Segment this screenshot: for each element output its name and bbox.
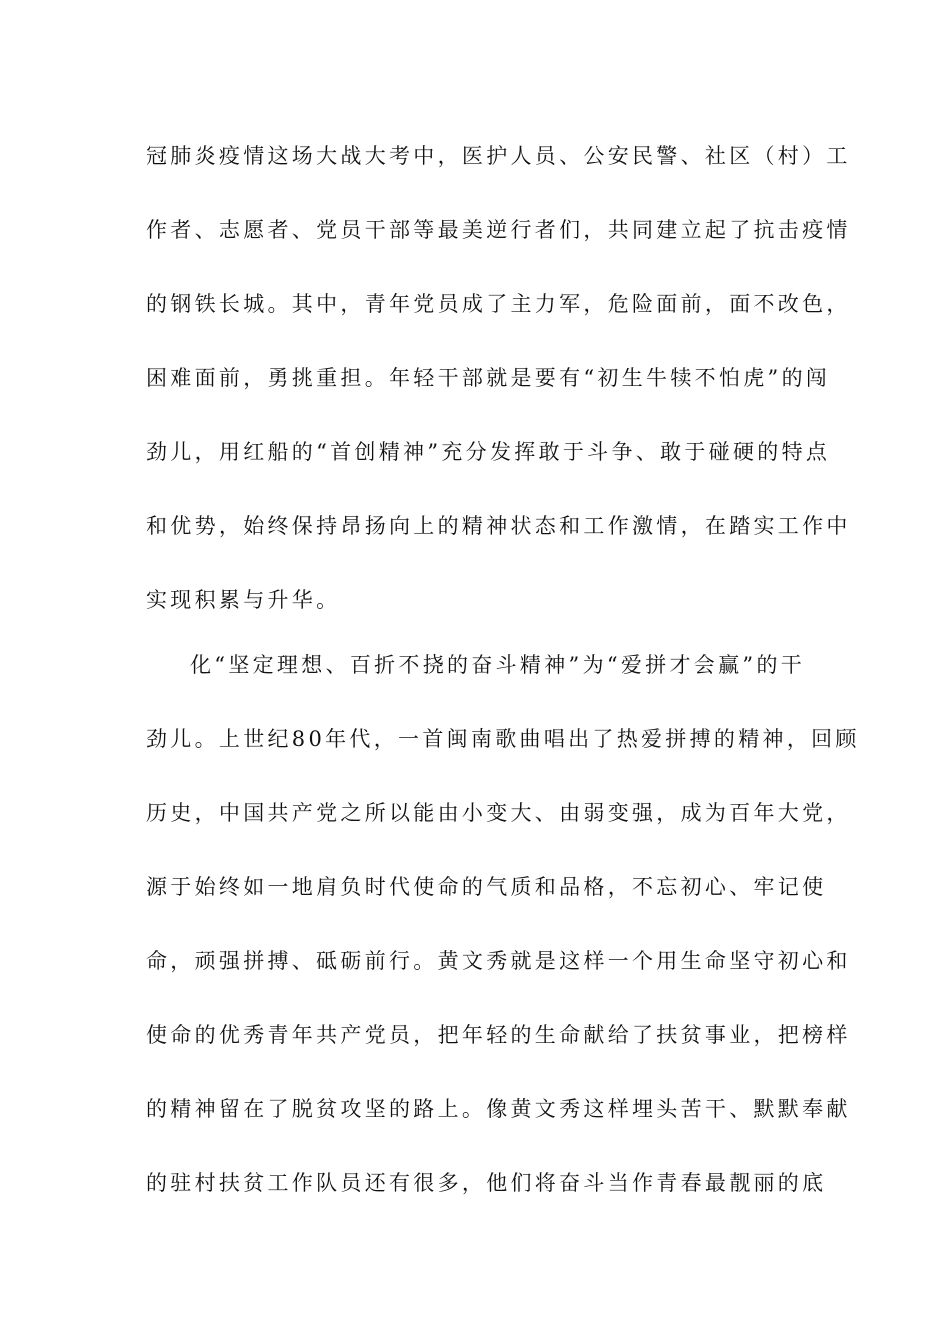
paragraph-2-line-7: 的精神留在了脱贫攻坚的路上。像黄文秀这样埋头苦干、默默奉献 (146, 1097, 851, 1121)
paragraph-2-line-3: 历史，中国共产党之所以能由小变大、由弱变强，成为百年大党， (146, 801, 851, 825)
paragraph-2-line-4: 源于始终如一地肩负时代使命的气质和品格，不忘初心、牢记使 (146, 875, 827, 899)
paragraph-2-line-1: 化“坚定理想、百折不挠的奋斗精神”为“爱拼才会赢”的干 (190, 653, 806, 677)
paragraph-1-line-7: 实现积累与升华。 (146, 588, 341, 612)
paragraph-2-line-8: 的驻村扶贫工作队员还有很多，他们将奋斗当作青春最靓丽的底 (146, 1171, 827, 1195)
paragraph-1-line-3: 的钢铁长城。其中，青年党员成了主力军，危险面前，面不改色， (146, 292, 851, 316)
paragraph-2-line-2: 劲儿。上世纪80年代，一首闽南歌曲唱出了热爱拼搏的精神，回顾 (146, 727, 860, 751)
paragraph-2-line-5: 命，顽强拼搏、砥砺前行。黄文秀就是这样一个用生命坚守初心和 (146, 949, 851, 973)
paragraph-2-line-6: 使命的优秀青年共产党员，把年轻的生命献给了扶贫事业，把榜样 (146, 1023, 851, 1047)
paragraph-1-line-1: 冠肺炎疫情这场大战大考中，医护人员、公安民警、社区（村）工 (146, 144, 851, 168)
paragraph-1-line-4: 困难面前，勇挑重担。年轻干部就是要有“初生牛犊不怕虎”的闯 (146, 366, 831, 390)
paragraph-1-line-5: 劲儿，用红船的“首创精神”充分发挥敢于斗争、敢于碰硬的特点 (146, 440, 831, 464)
paragraph-1-line-6: 和优势，始终保持昂扬向上的精神状态和工作激情，在踏实工作中 (146, 514, 851, 538)
paragraph-1-line-2: 作者、志愿者、党员干部等最美逆行者们，共同建立起了抗击疫情 (146, 218, 851, 242)
